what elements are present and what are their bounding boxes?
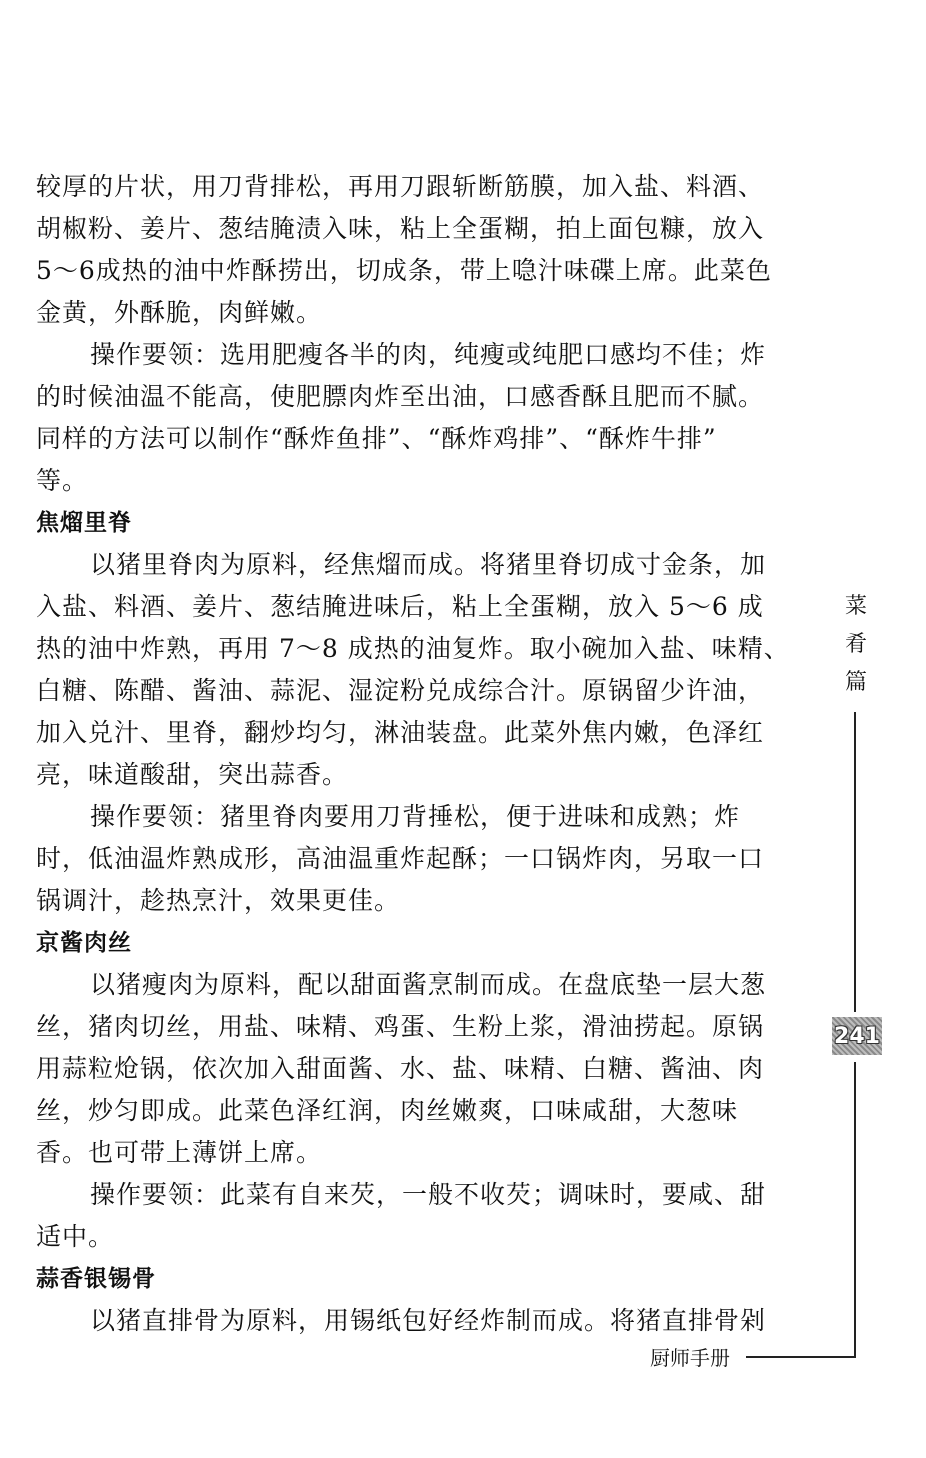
text-line: 热的油中炸熟，再用 7～8 成热的油复炸。取小碗加入盐、味精、 xyxy=(36,634,790,663)
text-line: 丝，猪肉切丝，用盐、味精、鸡蛋、生粉上浆，滑油捞起。原锅 xyxy=(36,1012,765,1041)
text-line: 亮，味道酸甜，突出蒜香。 xyxy=(36,760,349,789)
margin-rule-bottom xyxy=(854,1062,856,1356)
recipe-heading: 蒜香银锡骨 xyxy=(36,1266,156,1292)
text-line: 白糖、陈醋、酱油、蒜泥、湿淀粉兑成综合汁。原锅留少许油， xyxy=(36,676,765,705)
body-text xyxy=(36,166,816,1342)
text-line: 较厚的片状，用刀背排松，再用刀跟斩断筋膜，加入盐、料酒、 xyxy=(36,172,765,201)
text-line: 金黄，外酥脆，肉鲜嫩。 xyxy=(36,298,323,327)
section-tab-char: 篇 xyxy=(844,670,867,695)
margin-rule-top xyxy=(854,712,856,1012)
recipe-heading: 京酱肉丝 xyxy=(36,930,132,956)
text-line: 适中。 xyxy=(36,1222,115,1251)
text-line: 丝，炒匀即成。此菜色泽红润，肉丝嫩爽，口味咸甜，大葱味 xyxy=(36,1096,739,1125)
page-number: 241 xyxy=(832,1017,882,1055)
text-line: 操作要领：选用肥瘦各半的肉，纯瘦或纯肥口感均不佳；炸 xyxy=(90,340,767,369)
text-line: 以猪瘦肉为原料，配以甜面酱烹制而成。在盘底垫一层大葱 xyxy=(90,970,767,999)
section-tab-char: 菜 xyxy=(844,594,867,619)
text-line: 香。也可带上薄饼上席。 xyxy=(36,1138,323,1167)
text-line: 操作要领：此菜有自来芡，一般不收芡；调味时，要咸、甜 xyxy=(90,1180,767,1209)
text-line: 锅调汁，趁热烹汁，效果更佳。 xyxy=(36,886,401,915)
text-line: 5～6成热的油中炸酥捞出，切成条，带上喼汁味碟上席。此菜色 xyxy=(36,256,772,285)
text-line: 以猪直排骨为原料，用锡纸包好经炸制而成。将猪直排骨剁 xyxy=(90,1306,767,1335)
section-tab xyxy=(838,588,874,702)
text-line: 用蒜粒炝锅，依次加入甜面酱、水、盐、味精、白糖、酱油、肉 xyxy=(36,1054,765,1083)
text-line: 同样的方法可以制作“酥炸鱼排”、“酥炸鸡排”、“酥炸牛排” xyxy=(36,424,717,453)
section-tab-char: 肴 xyxy=(844,632,867,657)
text-line: 等。 xyxy=(36,466,89,495)
text-line: 时，低油温炸熟成形，高油温重炸起酥；一口锅炸肉，另取一口 xyxy=(36,844,765,873)
text-line: 以猪里脊肉为原料，经焦熘而成。将猪里脊切成寸金条，加 xyxy=(90,550,767,579)
text-line: 加入兑汁、里脊，翻炒均匀，淋油装盘。此菜外焦内嫩，色泽红 xyxy=(36,718,765,747)
recipe-heading: 焦熘里脊 xyxy=(36,510,132,536)
text-line: 的时候油温不能高，使肥膘肉炸至出油，口感香酥且肥而不腻。 xyxy=(36,382,765,411)
text-line: 入盐、料酒、姜片、葱结腌进味后，粘上全蛋糊，放入 5～6 成 xyxy=(36,592,764,621)
text-line: 胡椒粉、姜片、葱结腌渍入味，粘上全蛋糊，拍上面包糠，放入 xyxy=(36,214,765,243)
footer-book-title: 厨师手册 xyxy=(650,1346,730,1370)
text-line: 操作要领：猪里脊肉要用刀背捶松，便于进味和成熟；炸 xyxy=(90,802,741,831)
footer-rule xyxy=(746,1356,856,1358)
